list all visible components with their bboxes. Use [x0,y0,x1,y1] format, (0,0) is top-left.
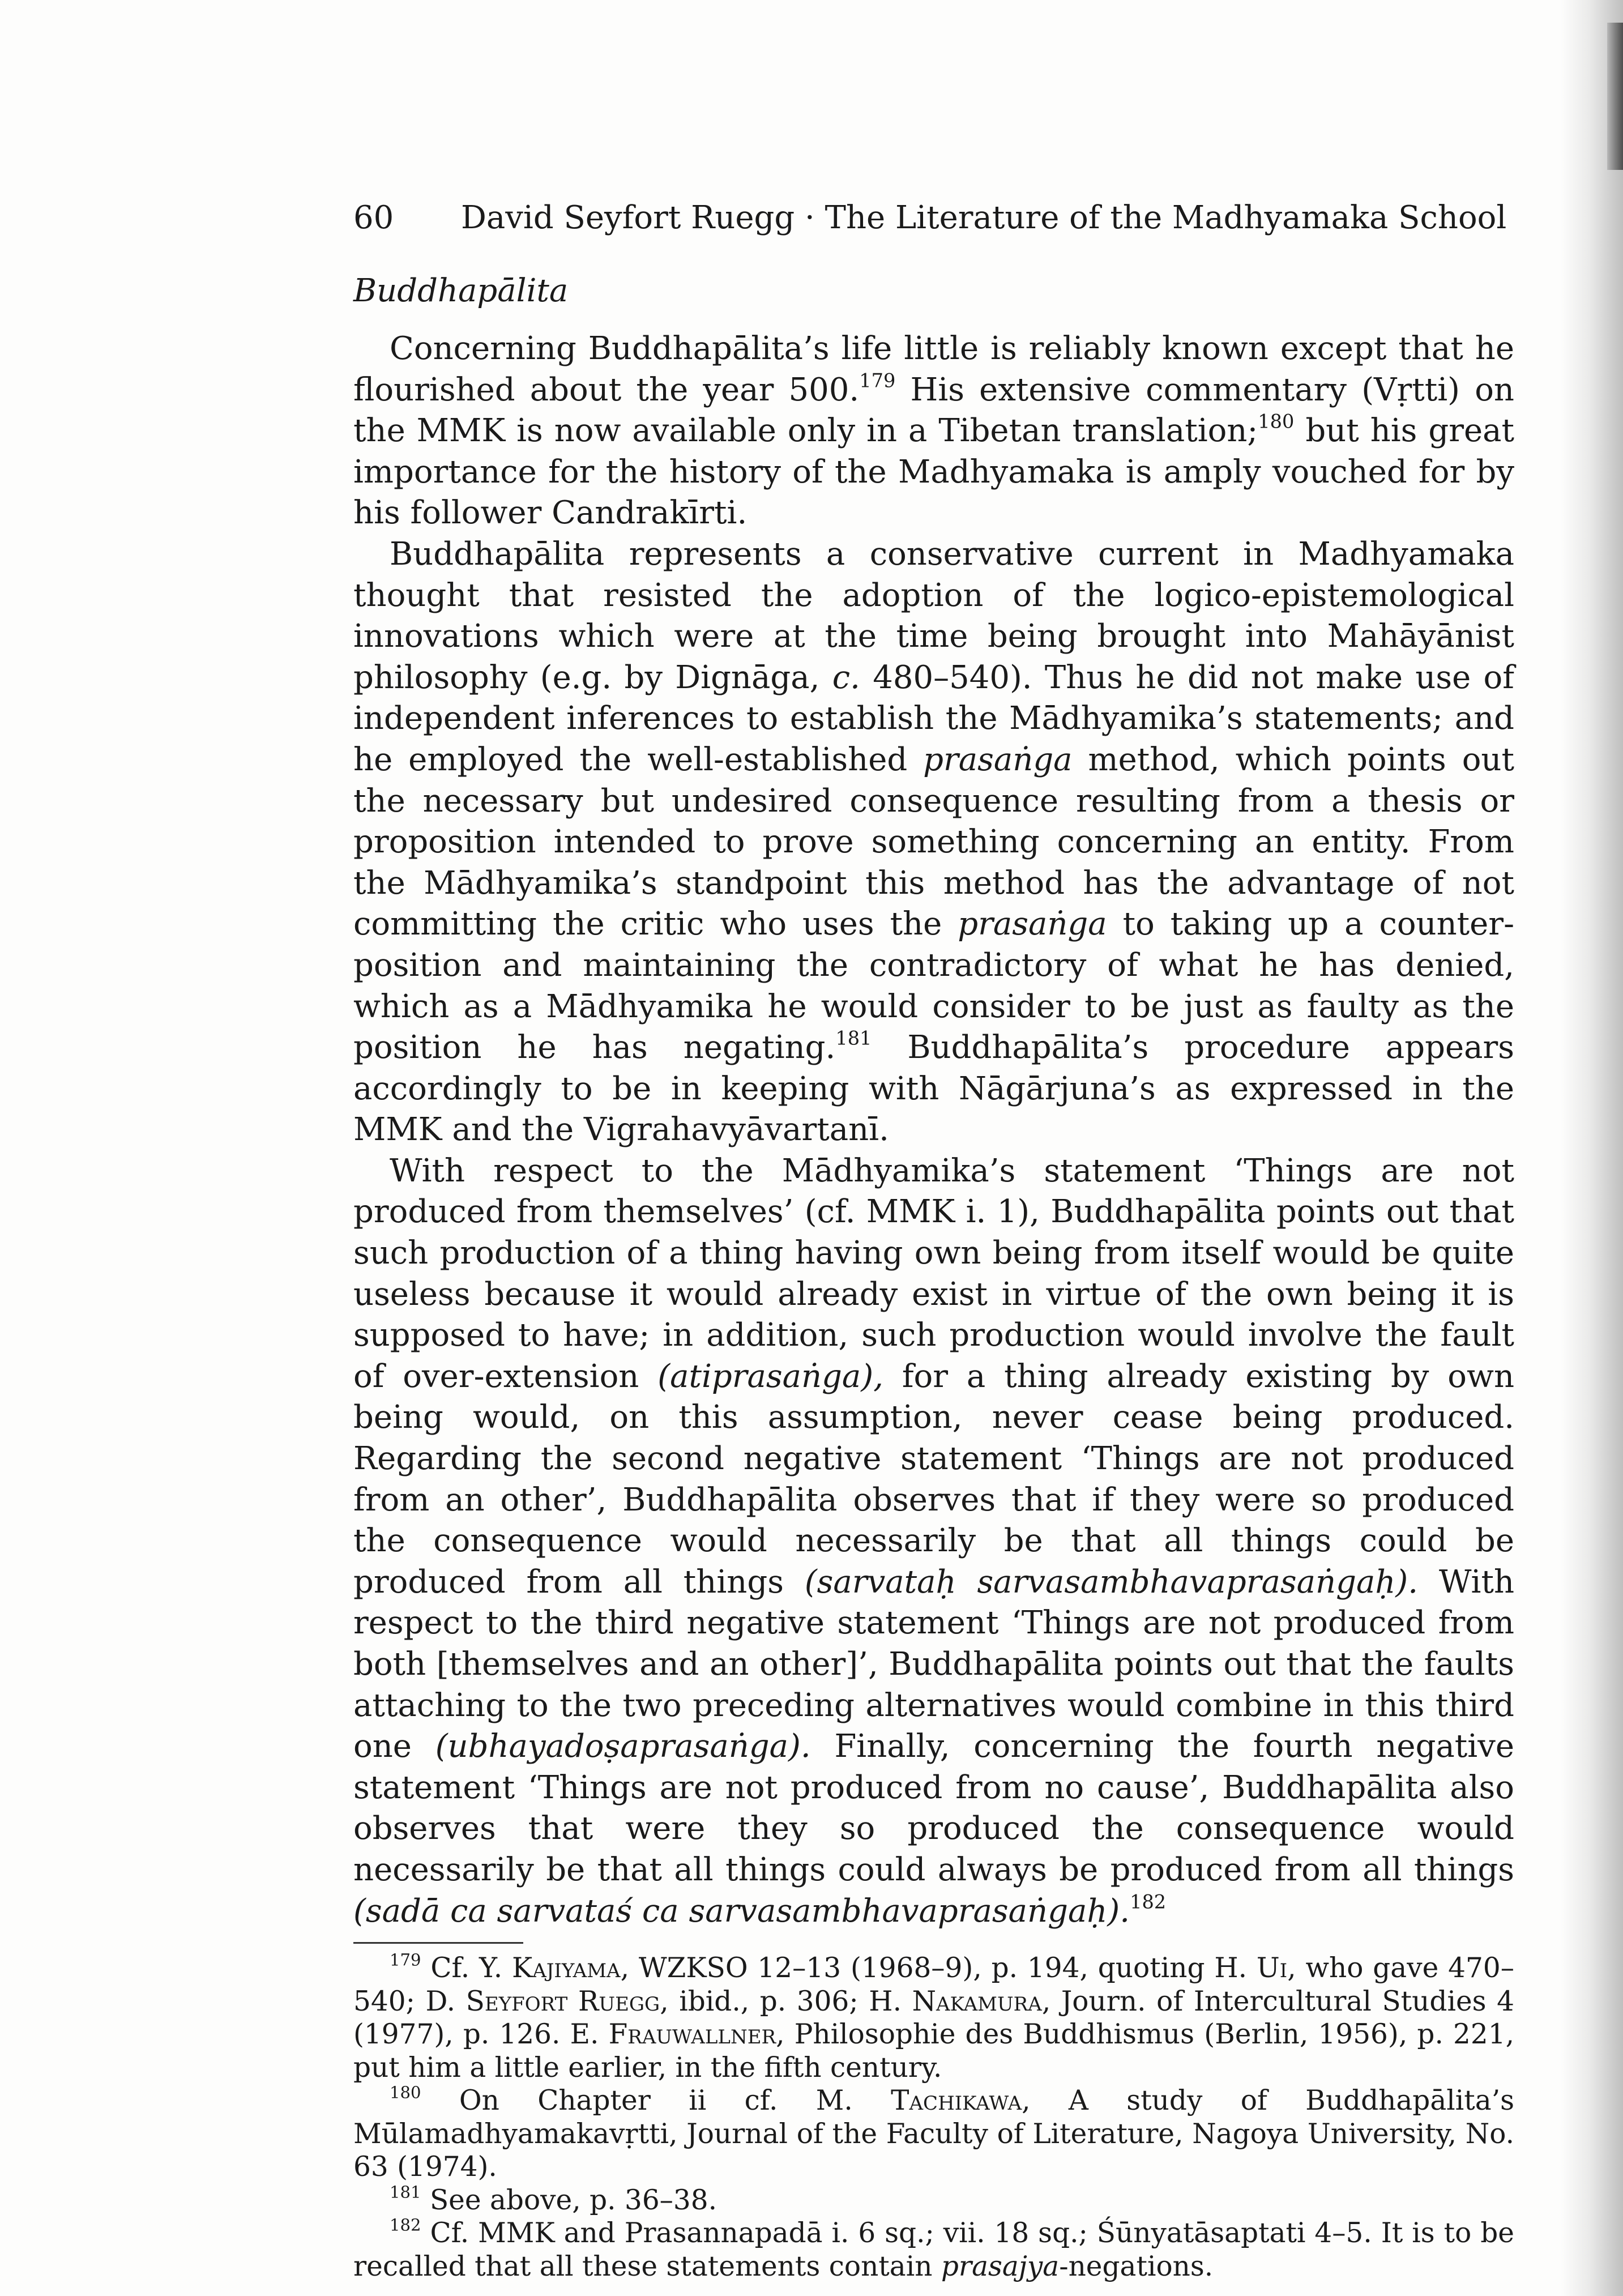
text-run: -negations. [1059,2250,1214,2282]
italic-term: (sadā ca sarvataś ca sarvasambhavaprasaṅgaḥ). [353,1892,1130,1930]
text-run: Cf. Y. [421,1952,512,1985]
footnote-ref-182: 182 [1130,1890,1167,1913]
author-name: Ui [1256,1952,1288,1985]
paragraph-2 [353,534,1514,1151]
text-run: but his great importance for the history of the Madhyamaka is amply vouched for by his follower Candrakīrti. [353,412,1514,532]
text-run: With respect to the third negative statement ‘Things are not produced from both [themselves and an other]’, Buddhapālita points out that the faults attaching to the two preceding alternatives would combine in this third one [353,1563,1515,1765]
footnote-182 [353,2217,1514,2283]
text-run: method, which points out the necessary but undesired consequence resulting from a thesis or proposition intended to prove something concerning an entity. From the Mādhyamika’s standpoint this method has the advantage of not committing the critic who uses the [353,741,1514,943]
text-run: Finally, concerning the fourth negative statement ‘Things are not produced from no cause’, Buddhapālita also observes that were they so produced the consequence would necessarily be that all things could always be produced from all things [353,1728,1514,1888]
author-name: Kajiyama [511,1952,621,1985]
author-name: Nakamura [912,1985,1042,2017]
page-edge-dark [1607,23,1623,170]
author-name: Tachikawa [891,2085,1022,2117]
text-run: , A study of Buddhapālita’s Mūlamadhyamakavṛtti, Journal of the Faculty of Literature, Nagoya University, No. 63 (1974). [353,2085,1514,2183]
footnote-ref-181: 181 [835,1027,872,1049]
italic-term: (atiprasaṅga), [657,1358,883,1395]
footnote-ref-180: 180 [1258,410,1295,433]
text-run: On Chapter ii cf. M. [421,2085,891,2117]
footnote-number: 182 [390,2215,421,2235]
text-run: With respect to the Mādhyamika’s statement ‘Things are not produced from themselves’ (cf. MMK i. 1), Buddhapālita points out that such production of a thing having own being from itself would be quite useless because it would already exist in virtue of the own being it is supposed to have; in addition, such production would involve the fault of over-extension [353,1152,1514,1395]
text-run: Buddhapālita represents a conservative current in Madhyamaka thought that resisted the adoption of the logico-epistemological innovations which were at the time being brought into Mahāyānist philosophy (e.g. by Dignāga, [353,535,1514,696]
text-run: , WZKSO 12–13 (1968–9), p. 194, quoting H. [620,1952,1257,1985]
text-run: to taking up a counter-position and maintaining the contradictory of what he has denied, which as a Mādhyamika he would consider to be just as faulty as the position he has negating. [353,906,1514,1066]
footnote-separator [353,1942,523,1944]
running-head [353,193,1514,244]
body-text [353,328,1514,1932]
page-number: 60 [353,199,394,236]
text-run: , Philosophie des Buddhismus (Berlin, 1956), p. 221, put him a little earlier, in the fifth century. [353,2018,1514,2084]
footnote-179 [353,1952,1514,2084]
italic-term: prasaṅga [958,906,1107,943]
running-title: David Seyfort Ruegg · The Literature of the Madhyamaka School [461,199,1507,236]
footnote-number: 179 [390,1950,421,1970]
italic-term: prasaṅga [923,741,1073,778]
text-block [353,193,1514,2283]
section-title: Buddhapālita [353,272,569,309]
text-run: Cf. MMK and Prasannapadā i. 6 sq.; vii. 18 sq.; Śūnyatāsaptati 4–5. It is to be recalled that all these statements contain [353,2217,1514,2282]
italic-abbr: c. [832,659,860,696]
paragraph-1 [353,328,1514,534]
footnote-number: 181 [390,2182,421,2202]
text-run: See above, p. 36–38. [421,2184,717,2216]
text-run: Buddhapālita’s procedure appears accordingly to be in keeping with Nāgārjuna’s as expressed in the MMK and the Vigrahavyāvartanī. [353,1029,1514,1149]
text-run: , ibid., p. 306; H. [660,1985,912,2017]
italic-term: prasajya [941,2250,1060,2282]
text-run: 480–540). Thus he did not make use of independent inferences to establish the Mādhyamika’s statements; and he employed the well-established [353,659,1514,778]
text-run: Concerning Buddhapālita’s life little is reliably known except that he flourished about the year 500. [353,330,1514,408]
footnote-ref-179: 179 [859,369,896,392]
text-run: , Journ. of Intercultural Studies 4 (1977), p. 126. E. [353,1985,1515,2051]
paragraph-3 [353,1151,1514,1932]
footnote-180 [353,2084,1514,2184]
footnote-number: 180 [390,2082,421,2102]
italic-term: (sarvataḥ sarvasambhavaprasaṅgaḥ). [804,1563,1419,1601]
footnotes [353,1952,1514,2283]
page-edge-shadow [1561,0,1623,2296]
text-run: for a thing already existing by own being would, on this assumption, never cease being produced. Regarding the second negative statement ‘Things are not produced from an other’, Buddhapālita observes that if they were so produced the consequence would necessarily be that all things could be produced from all things [353,1358,1515,1601]
text-run: His extensive commentary (Vṛtti) on the MMK is now available only in a Tibetan translation; [353,371,1514,450]
author-name: Frauwallner [608,2018,776,2051]
italic-term: (ubhayadoṣaprasaṅga). [435,1728,811,1765]
footnote-181 [353,2184,1514,2217]
author-name: Seyfort Ruegg [465,1985,660,2017]
text-run: , who gave 470–540; D. [353,1952,1514,2017]
